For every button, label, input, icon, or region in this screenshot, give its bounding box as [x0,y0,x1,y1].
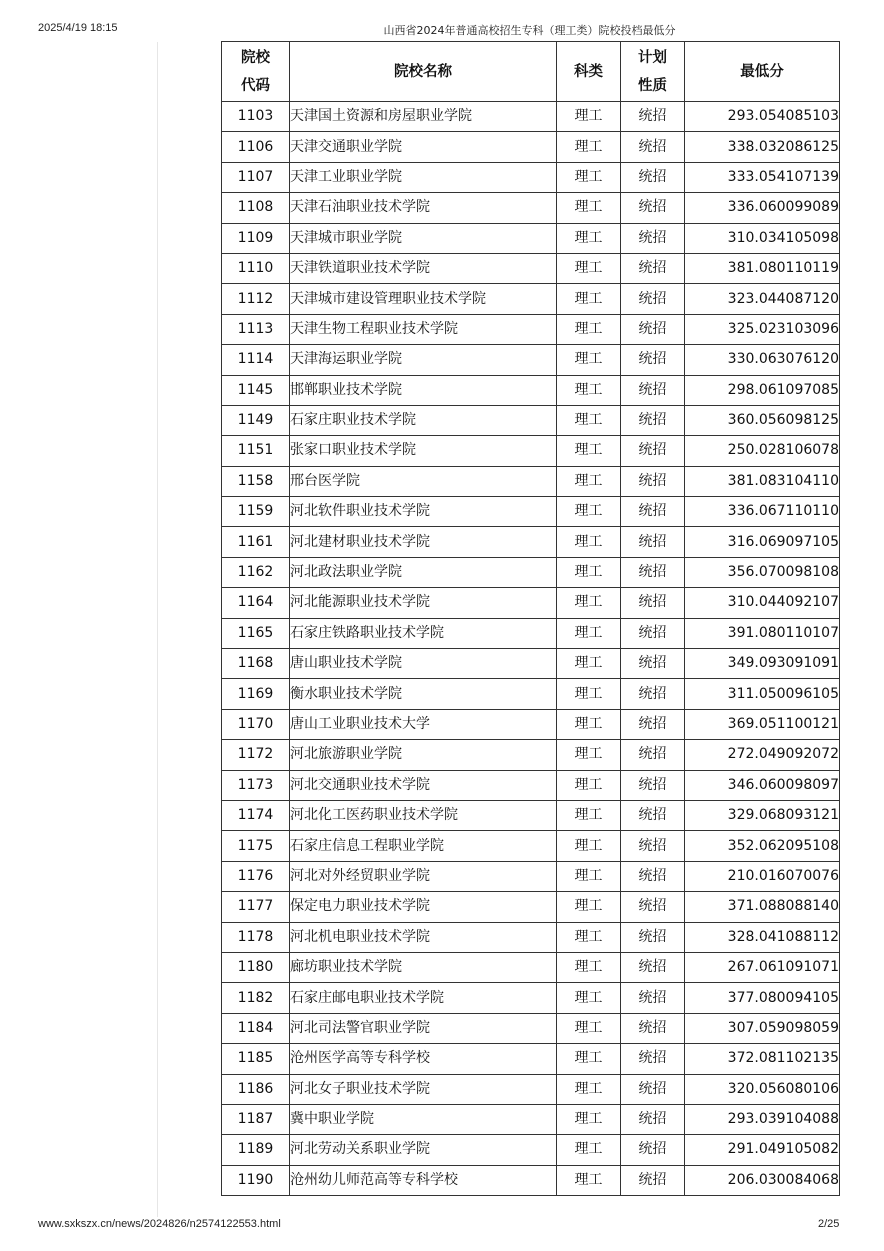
category-cell: 理工 [557,162,621,192]
plan-type-cell: 统招 [621,253,685,283]
plan-type-cell: 统招 [621,223,685,253]
plan-type-cell: 统招 [621,1013,685,1043]
table-row [222,892,840,922]
school-code-cell: 1184 [222,1013,290,1043]
plan-type-cell: 统招 [621,132,685,162]
plan-type-cell: 统招 [621,1074,685,1104]
min-score-cell: 206.030084068 [685,1165,840,1195]
school-code-cell: 1174 [222,800,290,830]
category-cell: 理工 [557,740,621,770]
plan-type-cell: 统招 [621,162,685,192]
page-title: 山西省2024年普通高校招生专科（理工类）院校投档最低分 [383,24,676,37]
plan-type-cell: 统招 [621,527,685,557]
min-score-cell: 391.080110107 [685,618,840,648]
category-cell: 理工 [557,861,621,891]
school-name-cell: 河北建材职业技术学院 [290,527,557,557]
category-cell: 理工 [557,284,621,314]
school-code-cell: 1168 [222,649,290,679]
page-number: 2/25 [818,1218,840,1230]
min-score-cell: 272.049092072 [685,740,840,770]
min-score-cell: 323.044087120 [685,284,840,314]
table-row [222,922,840,952]
category-cell: 理工 [557,892,621,922]
school-name-cell: 天津国土资源和房屋职业学院 [290,102,557,132]
school-name-cell: 河北软件职业技术学院 [290,497,557,527]
school-name-cell: 天津生物工程职业技术学院 [290,314,557,344]
header-plan-line1: 计划 [638,49,667,66]
category-cell: 理工 [557,770,621,800]
plan-type-cell: 统招 [621,922,685,952]
school-code-cell: 1186 [222,1074,290,1104]
school-code-cell: 1190 [222,1165,290,1195]
plan-type-cell: 统招 [621,284,685,314]
school-code-cell: 1178 [222,922,290,952]
category-cell: 理工 [557,223,621,253]
category-cell: 理工 [557,800,621,830]
school-code-cell: 1170 [222,709,290,739]
table-row [222,557,840,587]
min-score-cell: 310.034105098 [685,223,840,253]
table-row [222,831,840,861]
category-cell: 理工 [557,952,621,982]
min-score-cell: 346.060098097 [685,770,840,800]
plan-type-cell: 统招 [621,861,685,891]
header-plan-type [621,42,685,102]
category-cell: 理工 [557,1135,621,1165]
min-score-cell: 338.032086125 [685,132,840,162]
plan-type-cell: 统招 [621,405,685,435]
school-code-cell: 1145 [222,375,290,405]
category-cell: 理工 [557,132,621,162]
plan-type-cell: 统招 [621,1104,685,1134]
school-code-cell: 1172 [222,740,290,770]
school-name-cell: 邢台医学院 [290,466,557,496]
plan-type-cell: 统招 [621,679,685,709]
school-code-cell: 1159 [222,497,290,527]
school-name-cell: 河北司法警官职业学院 [290,1013,557,1043]
school-name-cell: 河北政法职业学院 [290,557,557,587]
school-code-cell: 1173 [222,770,290,800]
table-row [222,162,840,192]
category-cell: 理工 [557,588,621,618]
min-score-cell: 333.054107139 [685,162,840,192]
school-name-cell: 河北能源职业技术学院 [290,588,557,618]
min-score-cell: 311.050096105 [685,679,840,709]
table-row [222,649,840,679]
school-code-cell: 1176 [222,861,290,891]
school-code-cell: 1182 [222,983,290,1013]
school-name-cell: 保定电力职业技术学院 [290,892,557,922]
school-code-cell: 1177 [222,892,290,922]
min-score-cell: 293.039104088 [685,1104,840,1134]
school-name-cell: 沧州医学高等专科学校 [290,1044,557,1074]
school-name-cell: 唐山工业职业技术大学 [290,709,557,739]
min-score-cell: 250.028106078 [685,436,840,466]
print-datetime: 2025/4/19 18:15 [38,22,118,34]
min-score-cell: 325.023103096 [685,314,840,344]
category-cell: 理工 [557,831,621,861]
table-body [222,102,840,1196]
table-row [222,375,840,405]
category-cell: 理工 [557,709,621,739]
school-name-cell: 河北化工医药职业技术学院 [290,800,557,830]
min-score-cell: 336.060099089 [685,193,840,223]
plan-type-cell: 统招 [621,983,685,1013]
school-code-cell: 1151 [222,436,290,466]
table-row [222,497,840,527]
school-name-cell: 天津石油职业技术学院 [290,193,557,223]
header-school-name: 院校名称 [290,42,557,102]
school-code-cell: 1185 [222,1044,290,1074]
table-row [222,1044,840,1074]
school-name-cell: 衡水职业技术学院 [290,679,557,709]
school-name-cell: 廊坊职业技术学院 [290,952,557,982]
min-score-cell: 349.093091091 [685,649,840,679]
table-row [222,405,840,435]
table-header-row [222,42,840,102]
table-row [222,132,840,162]
header-category: 科类 [557,42,621,102]
school-code-cell: 1109 [222,223,290,253]
table-row [222,1104,840,1134]
min-score-cell: 267.061091071 [685,952,840,982]
school-code-cell: 1169 [222,679,290,709]
school-name-cell: 唐山职业技术学院 [290,649,557,679]
school-code-cell: 1106 [222,132,290,162]
admission-score-table [221,41,840,1196]
table-row [222,1013,840,1043]
school-code-cell: 1107 [222,162,290,192]
min-score-cell: 360.056098125 [685,405,840,435]
school-name-cell: 河北女子职业技术学院 [290,1074,557,1104]
min-score-cell: 307.059098059 [685,1013,840,1043]
table-row [222,102,840,132]
min-score-cell: 210.016070076 [685,861,840,891]
table-row [222,861,840,891]
table-row [222,1135,840,1165]
footer-url: www.sxkszx.cn/news/2024826/n2574122553.html [38,1218,281,1230]
min-score-cell: 371.088088140 [685,892,840,922]
school-name-cell: 河北交通职业技术学院 [290,770,557,800]
plan-type-cell: 统招 [621,770,685,800]
category-cell: 理工 [557,466,621,496]
header-min-score: 最低分 [685,42,840,102]
table-row [222,983,840,1013]
category-cell: 理工 [557,649,621,679]
category-cell: 理工 [557,193,621,223]
table-row [222,193,840,223]
table-row [222,527,840,557]
min-score-cell: 372.081102135 [685,1044,840,1074]
category-cell: 理工 [557,102,621,132]
school-code-cell: 1113 [222,314,290,344]
min-score-cell: 316.069097105 [685,527,840,557]
table-row [222,436,840,466]
plan-type-cell: 统招 [621,952,685,982]
plan-type-cell: 统招 [621,314,685,344]
school-name-cell: 冀中职业学院 [290,1104,557,1134]
school-code-cell: 1187 [222,1104,290,1134]
school-code-cell: 1149 [222,405,290,435]
plan-type-cell: 统招 [621,649,685,679]
school-name-cell: 张家口职业技术学院 [290,436,557,466]
school-name-cell: 沧州幼儿师范高等专科学校 [290,1165,557,1195]
min-score-cell: 356.070098108 [685,557,840,587]
school-code-cell: 1110 [222,253,290,283]
table-row [222,709,840,739]
category-cell: 理工 [557,1074,621,1104]
table-row [222,618,840,648]
plan-type-cell: 统招 [621,800,685,830]
category-cell: 理工 [557,405,621,435]
plan-type-cell: 统招 [621,102,685,132]
plan-type-cell: 统招 [621,588,685,618]
school-code-cell: 1114 [222,345,290,375]
table-row [222,588,840,618]
school-name-cell: 河北劳动关系职业学院 [290,1135,557,1165]
min-score-cell: 377.080094105 [685,983,840,1013]
plan-type-cell: 统招 [621,831,685,861]
margin-divider [157,42,158,1217]
min-score-cell: 352.062095108 [685,831,840,861]
min-score-cell: 381.083104110 [685,466,840,496]
school-code-cell: 1103 [222,102,290,132]
category-cell: 理工 [557,436,621,466]
school-name-cell: 天津交通职业学院 [290,132,557,162]
plan-type-cell: 统招 [621,740,685,770]
category-cell: 理工 [557,527,621,557]
table-row [222,345,840,375]
min-score-cell: 381.080110119 [685,253,840,283]
table-row [222,679,840,709]
plan-type-cell: 统招 [621,193,685,223]
plan-type-cell: 统招 [621,709,685,739]
school-name-cell: 天津铁道职业技术学院 [290,253,557,283]
category-cell: 理工 [557,1165,621,1195]
min-score-cell: 330.063076120 [685,345,840,375]
school-name-cell: 天津工业职业学院 [290,162,557,192]
school-name-cell: 石家庄铁路职业技术学院 [290,618,557,648]
table-row [222,253,840,283]
plan-type-cell: 统招 [621,557,685,587]
table-row [222,800,840,830]
header-code-line1: 院校 [241,49,270,66]
category-cell: 理工 [557,983,621,1013]
table-row [222,1165,840,1195]
school-code-cell: 1175 [222,831,290,861]
school-code-cell: 1165 [222,618,290,648]
plan-type-cell: 统招 [621,436,685,466]
school-code-cell: 1158 [222,466,290,496]
category-cell: 理工 [557,679,621,709]
table-row [222,952,840,982]
plan-type-cell: 统招 [621,466,685,496]
school-name-cell: 天津城市建设管理职业技术学院 [290,284,557,314]
plan-type-cell: 统招 [621,892,685,922]
min-score-cell: 298.061097085 [685,375,840,405]
category-cell: 理工 [557,345,621,375]
plan-type-cell: 统招 [621,1165,685,1195]
header-plan-line2: 性质 [638,77,667,94]
school-name-cell: 邯郸职业技术学院 [290,375,557,405]
category-cell: 理工 [557,375,621,405]
min-score-cell: 320.056080106 [685,1074,840,1104]
min-score-cell: 329.068093121 [685,800,840,830]
table-row [222,466,840,496]
table-row [222,314,840,344]
category-cell: 理工 [557,1013,621,1043]
min-score-cell: 291.049105082 [685,1135,840,1165]
school-name-cell: 河北旅游职业学院 [290,740,557,770]
school-code-cell: 1112 [222,284,290,314]
min-score-cell: 310.044092107 [685,588,840,618]
table-row [222,223,840,253]
school-code-cell: 1189 [222,1135,290,1165]
plan-type-cell: 统招 [621,497,685,527]
table-row [222,770,840,800]
category-cell: 理工 [557,253,621,283]
plan-type-cell: 统招 [621,375,685,405]
school-name-cell: 河北对外经贸职业学院 [290,861,557,891]
min-score-cell: 293.054085103 [685,102,840,132]
school-code-cell: 1180 [222,952,290,982]
school-name-cell: 天津城市职业学院 [290,223,557,253]
table-row [222,740,840,770]
school-name-cell: 河北机电职业技术学院 [290,922,557,952]
plan-type-cell: 统招 [621,1135,685,1165]
category-cell: 理工 [557,497,621,527]
category-cell: 理工 [557,922,621,952]
school-name-cell: 天津海运职业学院 [290,345,557,375]
plan-type-cell: 统招 [621,618,685,648]
school-code-cell: 1108 [222,193,290,223]
school-name-cell: 石家庄职业技术学院 [290,405,557,435]
category-cell: 理工 [557,314,621,344]
school-code-cell: 1161 [222,527,290,557]
plan-type-cell: 统招 [621,345,685,375]
category-cell: 理工 [557,1104,621,1134]
min-score-cell: 336.067110110 [685,497,840,527]
plan-type-cell: 统招 [621,1044,685,1074]
school-name-cell: 石家庄邮电职业技术学院 [290,983,557,1013]
school-code-cell: 1162 [222,557,290,587]
min-score-cell: 369.051100121 [685,709,840,739]
header-school-code [222,42,290,102]
table-row [222,284,840,314]
school-code-cell: 1164 [222,588,290,618]
header-code-line2: 代码 [241,77,270,94]
category-cell: 理工 [557,1044,621,1074]
min-score-cell: 328.041088112 [685,922,840,952]
school-name-cell: 石家庄信息工程职业学院 [290,831,557,861]
category-cell: 理工 [557,557,621,587]
category-cell: 理工 [557,618,621,648]
table-row [222,1074,840,1104]
